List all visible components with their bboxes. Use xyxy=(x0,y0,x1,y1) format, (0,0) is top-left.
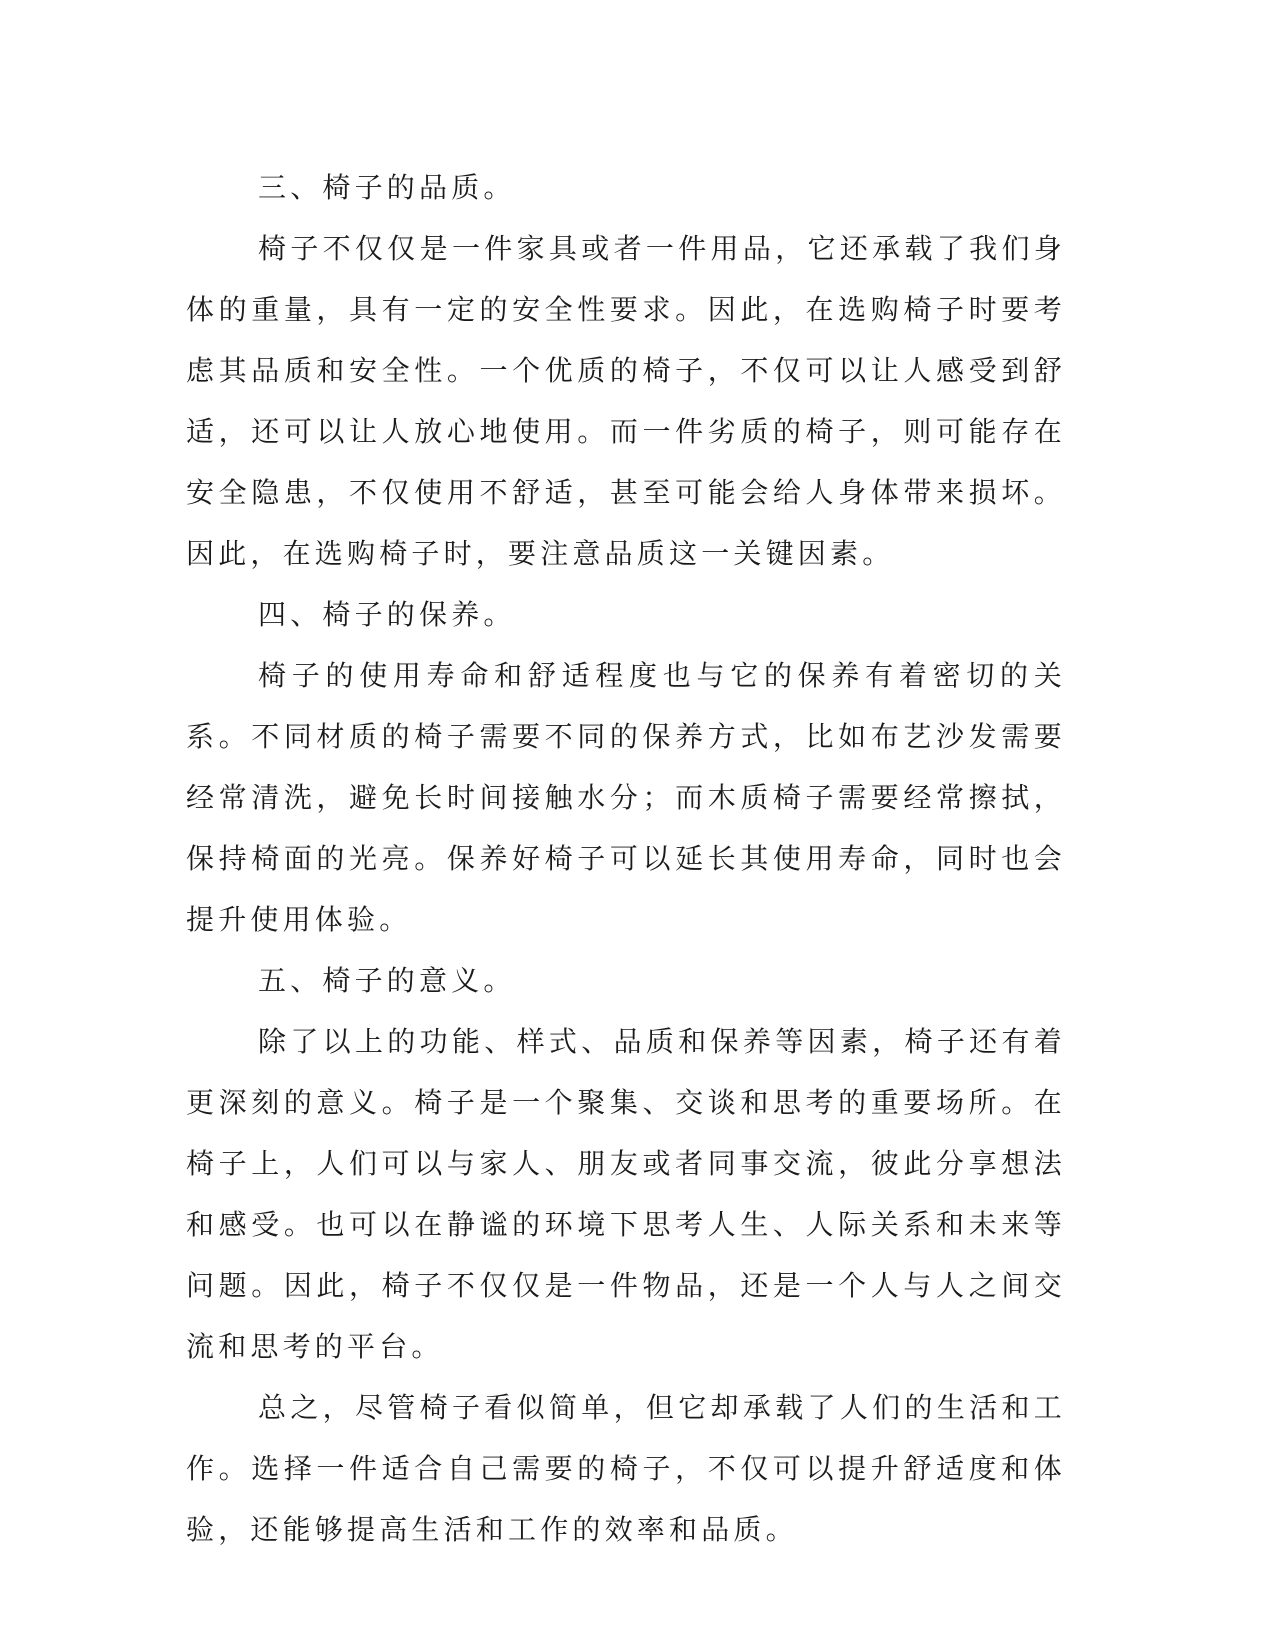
section-heading-maintenance: 四、椅子的保养。 xyxy=(258,598,516,631)
paragraph-quality: 椅子不仅仅是一件家具或者一件用品，它还承载了我们身体的重量，具有一定的安全性要求。因此，在选购椅子时要考虑其品质和安全性。一个优质的椅子，不仅可以让人感受到舒适，还可以让人放心地使用。而一件劣质的椅子，则可能存在安全隐患，不仅使用不舒适，甚至可能会给人身体带来损坏。因此，在选购椅子时，要注意品质这一关键因素。 xyxy=(186,232,1066,570)
section-heading-meaning: 五、椅子的意义。 xyxy=(258,964,516,997)
paragraph-maintenance: 椅子的使用寿命和舒适程度也与它的保养有着密切的关系。不同材质的椅子需要不同的保养方式，比如布艺沙发需要经常清洗，避免长时间接触水分；而木质椅子需要经常擦拭，保持椅面的光亮。保养好椅子可以延长其使用寿命，同时也会提升使用体验。 xyxy=(186,659,1066,936)
paragraph-meaning: 除了以上的功能、样式、品质和保养等因素，椅子还有着更深刻的意义。椅子是一个聚集、交谈和思考的重要场所。在椅子上，人们可以与家人、朋友或者同事交流，彼此分享想法和感受。也可以在静谧的环境下思考人生、人际关系和未来等问题。因此，椅子不仅仅是一件物品，还是一个人与人之间交流和思考的平台。 xyxy=(186,1025,1066,1363)
section-heading-quality: 三、椅子的品质。 xyxy=(258,171,516,204)
paragraph-conclusion: 总之，尽管椅子看似简单，但它却承载了人们的生活和工作。选择一件适合自己需要的椅子，不仅可以提升舒适度和体验，还能够提高生活和工作的效率和品质。 xyxy=(186,1391,1066,1546)
document-page xyxy=(186,157,1066,1560)
